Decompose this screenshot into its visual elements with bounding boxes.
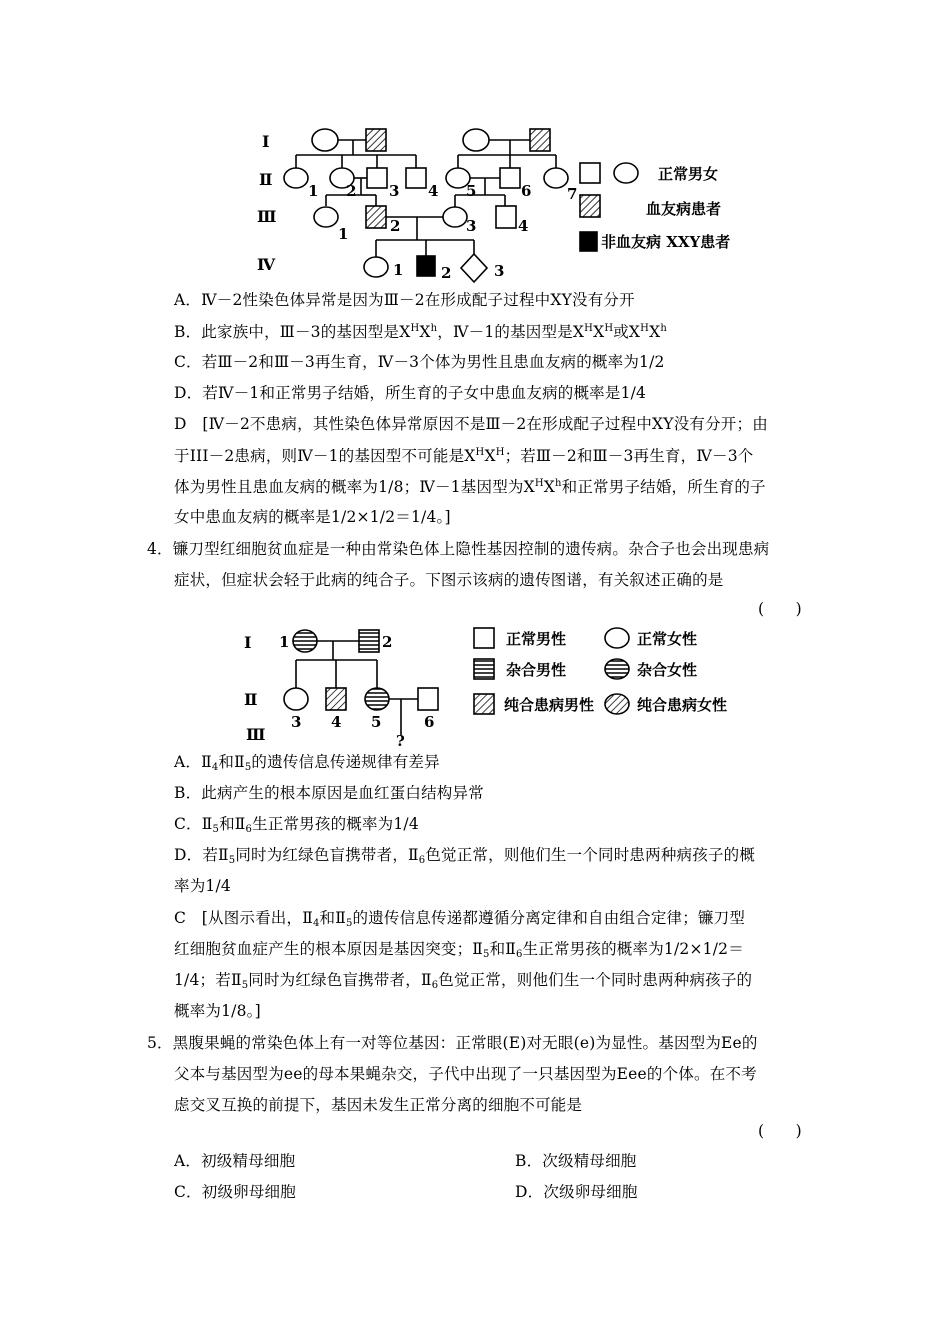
q4-stem-line1: 4．镰刀型红细胞贫血症是一种由常染色体上隐性基因控制的遗传病。杂合子也会出现患病 (147, 540, 770, 558)
q4-option-c: C．$Ⅱ_5$和$Ⅱ_6$生正常男孩的概率为1/4 (174, 815, 419, 835)
q5-answer-blank: ( ) (758, 1122, 802, 1140)
legend-hom-male: 纯合患病男性 (504, 696, 595, 714)
legend-normal-female: 正常女性 (637, 630, 698, 648)
ped-number: 2 (382, 633, 393, 651)
ped-number: 5 (371, 713, 382, 731)
q3-option-a: A．Ⅳ－2性染色体异常是因为Ⅲ－2在形成配子过程中XY没有分开 (174, 291, 635, 309)
q4-stem-line2: 症状，但症状会轻于此病的纯合子。下图示该病的遗传图谱，有关叙述正确的是 (174, 571, 724, 589)
q4-answer-line3: 1/4；若$Ⅱ_5$同时为红绿色盲携带者，$Ⅱ_6$色觉正常，则他们生一个同时患两种病孩子的 (174, 971, 753, 991)
ped-number: 6 (424, 713, 435, 731)
legend-het-male: 杂合男性 (506, 661, 567, 679)
legend-hemophilia: 血友病患者 (646, 200, 722, 218)
q3-answer-line1: D [Ⅳ－2不患病，其性染色体异常原因不是Ⅲ－2在形成配子过程中XY没有分开；由 (174, 415, 768, 433)
q4-gen-III-label: Ⅲ (246, 725, 266, 744)
legend-het-female: 杂合女性 (637, 661, 698, 679)
q5-stem-line1: 5．黑腹果蝇的常染色体上有一对等位基因：正常眼(E)对无眼(e)为显性。基因型为Ee的 (147, 1034, 758, 1052)
q5-option-c: C．初级卵母细胞 (174, 1183, 296, 1201)
q3-option-d: D．若Ⅳ－1和正常男子结婚，所生育的子女中患血友病的概率是1/4 (174, 384, 647, 402)
ped-number: 4 (518, 217, 529, 235)
q4-option-a: A．$Ⅱ_4$和$Ⅱ_5$的遗传信息传递规律有差异 (174, 753, 440, 773)
ped-number: 3 (466, 217, 477, 235)
q4-option-d-line2: 率为1/4 (174, 877, 231, 895)
ped-number: 3 (389, 182, 400, 200)
ped-number: 2 (441, 264, 452, 282)
q3-answer-line3: 体为男性且患血友病的概率为1/8；Ⅳ－1基因型为$X^HX^h$和正常男子结婚，所生育的子 (174, 478, 766, 496)
ped-number: 4 (331, 713, 342, 731)
q5-stem-line2: 父本与基因型为ee的母本果蝇杂交，子代中出现了一只基因型为Eee的个体。在不考 (174, 1065, 757, 1083)
gen-II-label: Ⅱ (259, 170, 273, 189)
ped-number: 4 (428, 182, 439, 200)
q5-option-d: D．次级卵母细胞 (515, 1183, 638, 1201)
q5-stem-line3: 虑交叉互换的前提下，基因未发生正常分离的细胞不可能是 (174, 1096, 583, 1114)
ped-number: 6 (521, 182, 532, 200)
ped-number: 1 (338, 225, 349, 243)
ped-number: 5 (466, 182, 477, 200)
q3-answer-line2: 于III－2患病，则Ⅳ－1的基因型不可能是$X^HX^H$；若Ⅲ－2和Ⅲ－3再生育，Ⅳ－3个 (174, 447, 754, 465)
q3-option-c: C．若Ⅲ－2和Ⅲ－3再生育，Ⅳ－3个体为男性且患血友病的概率为1/2 (174, 353, 665, 371)
q3-answer-line4: 女中患血友病的概率是1/2×1/2＝1/4。] (174, 508, 451, 526)
ped-number: 1 (308, 182, 319, 200)
q4-option-b: B．此病产生的根本原因是血红蛋白结构异常 (174, 784, 484, 802)
legend-hom-female: 纯合患病女性 (637, 696, 728, 714)
q4-gen-II-label: Ⅱ (244, 690, 258, 709)
ped-number: 2 (390, 217, 401, 235)
ped-number: 2 (346, 182, 357, 200)
q5-option-b: B．次级精母细胞 (515, 1152, 637, 1170)
q4-option-d: D．若$Ⅱ_5$同时为红绿色盲携带者，$Ⅱ_6$色觉正常，则他们生一个同时患两种病孩子的概 (174, 846, 756, 866)
ped-number: 1 (393, 261, 404, 279)
gen-III-label: Ⅲ (257, 207, 277, 226)
q4-answer-line4: 概率为1/8。] (174, 1002, 261, 1020)
legend-normal: 正常男女 (658, 165, 719, 183)
q4-answer-line2: 红细胞贫血症产生的根本原因是基因突变；$Ⅱ_5$和$Ⅱ_6$生正常男孩的概率为1/2×1/2＝ (174, 940, 744, 960)
ped-number: 3 (291, 713, 302, 731)
gen-I-label: Ⅰ (262, 132, 270, 151)
ped-number: 1 (279, 633, 290, 651)
ped-number: 7 (567, 185, 578, 203)
gen-IV-label: Ⅳ (257, 255, 276, 274)
unknown-offspring: ? (396, 732, 405, 750)
legend-xxy: 非血友病 XXY患者 (601, 233, 731, 251)
q5-option-a: A．初级精母细胞 (174, 1152, 296, 1170)
q4-gen-I-label: Ⅰ (244, 633, 252, 652)
q3-option-b: B．此家族中，Ⅲ－3的基因型是$X^HX^h$，Ⅳ－1的基因型是$X^HX^H$或$X^HX^h$ (174, 323, 667, 341)
q4-answer-blank: ( ) (758, 600, 802, 618)
ped-number: 3 (494, 262, 505, 280)
q4-answer-line1: C [从图示看出，$Ⅱ_4$和$Ⅱ_5$的遗传信息传递都遵循分离定律和自由组合定律；镰刀型 (174, 909, 746, 929)
legend-normal-male: 正常男性 (506, 630, 567, 648)
